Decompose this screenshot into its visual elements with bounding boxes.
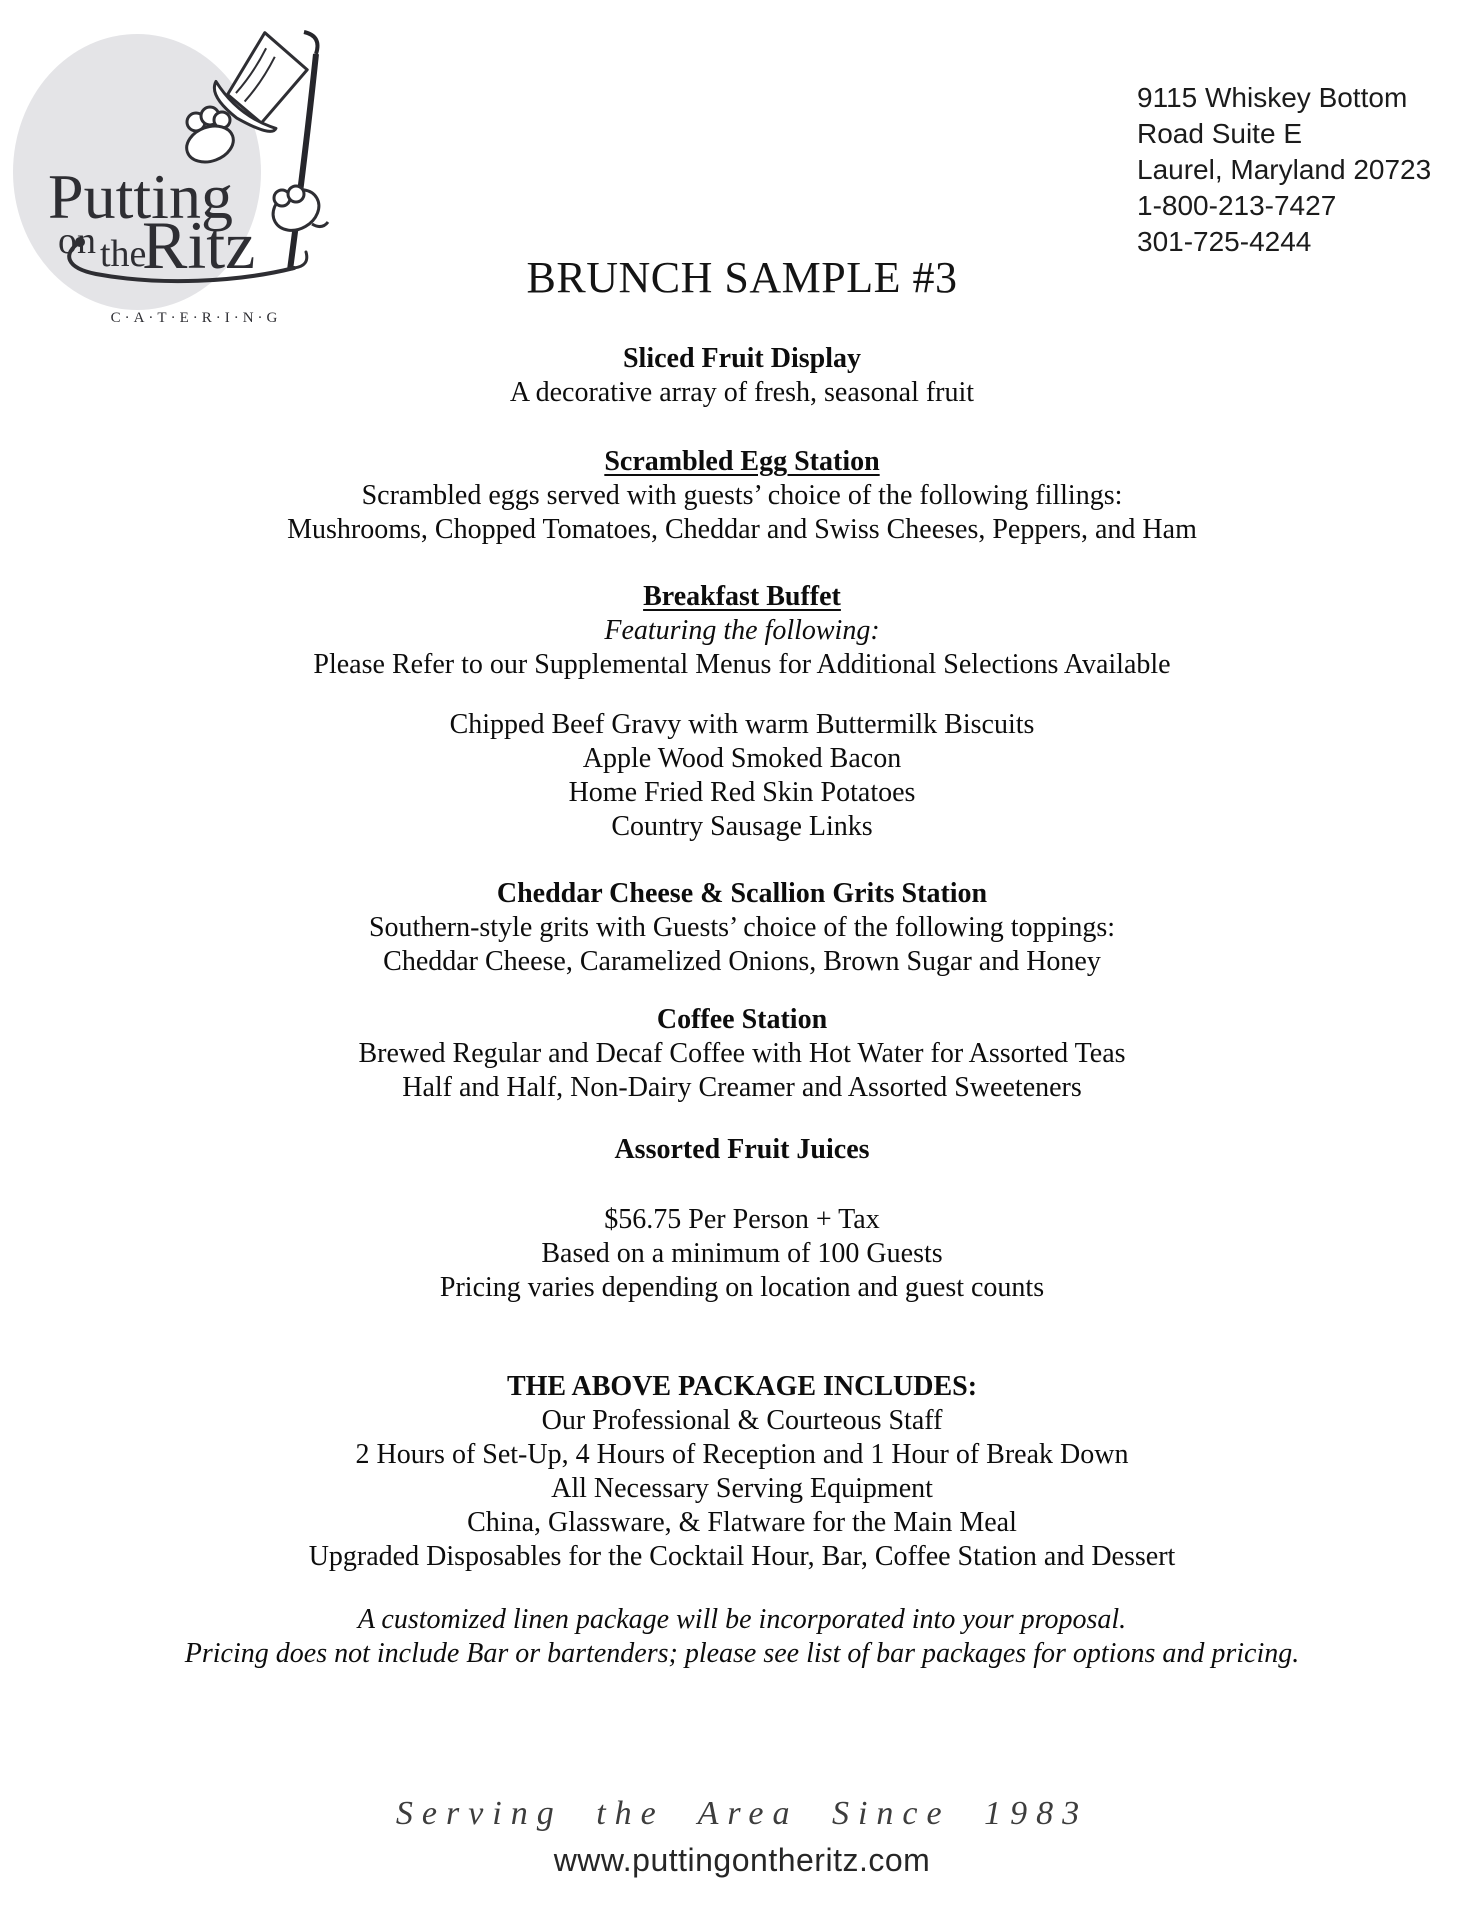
package-line: Upgraded Disposables for the Cocktail Hour, Bar, Coffee Station and Dessert [308, 1541, 1176, 1572]
package-line: 2 Hours of Set-Up, 4 Hours of Reception and 1 Hour of Break Down [355, 1439, 1129, 1470]
address-line: Laurel, Maryland 20723 [1137, 154, 1432, 185]
footer-website: www.puttingontheritz.com [553, 1842, 931, 1878]
package-heading: THE ABOVE PACKAGE INCLUDES: [506, 1371, 978, 1402]
section-heading: Assorted Fruit Juices [614, 1134, 870, 1165]
section-scrambled-egg-station [0, 445, 1484, 547]
menu-line: Half and Half, Non-Dairy Creamer and Assorted Sweeteners [402, 1072, 1082, 1103]
address-line: Road Suite E [1137, 118, 1302, 149]
package-line: Our Professional & Courteous Staff [541, 1405, 943, 1436]
logo-word-the: the [100, 233, 147, 275]
menu-line: Please Refer to our Supplemental Menus for Additional Selections Available [313, 649, 1171, 680]
section-heading: Coffee Station [656, 1004, 828, 1035]
section-heading: Cheddar Cheese & Scallion Grits Station [496, 878, 988, 909]
pricing-block [0, 1203, 1484, 1305]
section-assorted-fruit-juices [0, 1133, 1484, 1167]
menu-item: Chipped Beef Gravy with warm Buttermilk Biscuits [449, 709, 1035, 740]
logo-word-on: on [58, 220, 96, 262]
phone-local: 301-725-4244 [1137, 226, 1312, 257]
section-heading: Breakfast Buffet [643, 581, 841, 612]
section-heading: Sliced Fruit Display [622, 343, 861, 374]
menu-line: Southern-style grits with Guests’ choice of the following toppings: [368, 912, 1116, 943]
package-includes-block [0, 1370, 1484, 1574]
minimum-guests: Based on a minimum of 100 Guests [541, 1238, 943, 1269]
note-line: A customized linen package will be incorporated into your proposal. [357, 1604, 1127, 1635]
footer-tagline: Serving the Area Since 1983 [395, 1795, 1089, 1832]
menu-line: Scrambled eggs served with guests’ choice of the following fillings: [361, 480, 1123, 511]
menu-item: Apple Wood Smoked Bacon [582, 743, 902, 774]
fine-print-notes [0, 1603, 1484, 1671]
section-sliced-fruit-display [0, 342, 1484, 410]
section-subheading: Featuring the following: [604, 615, 880, 646]
menu-item: Home Fried Red Skin Potatoes [568, 777, 916, 808]
address-line: 9115 Whiskey Bottom [1137, 82, 1408, 113]
section-heading: Scrambled Egg Station [604, 446, 880, 477]
menu-item: Country Sausage Links [611, 811, 873, 842]
logo-word-ritz: Ritz [142, 207, 256, 283]
package-line: All Necessary Serving Equipment [551, 1473, 933, 1504]
logo-tagline-catering: C·A·T·E·R·I·N·G [110, 310, 282, 326]
phone-tollfree: 1-800-213-7427 [1137, 190, 1337, 221]
menu-line: A decorative array of fresh, seasonal fruit [509, 377, 975, 408]
package-line: China, Glassware, & Flatware for the Main Meal [467, 1507, 1017, 1538]
page-title: BRUNCH SAMPLE #3 [526, 253, 958, 302]
price-per-person: $56.75 Per Person + Tax [604, 1204, 880, 1235]
logo-word-putting: Putting [48, 161, 233, 232]
section-breakfast-buffet [0, 580, 1484, 844]
section-coffee-station [0, 1003, 1484, 1105]
pricing-note: Pricing varies depending on location and guest counts [439, 1272, 1045, 1303]
menu-line: Mushrooms, Chopped Tomatoes, Cheddar and Swiss Cheeses, Peppers, and Ham [287, 514, 1197, 545]
menu-line: Cheddar Cheese, Caramelized Onions, Brown Sugar and Honey [383, 946, 1101, 977]
section-grits-station [0, 877, 1484, 979]
footer [0, 1791, 1484, 1883]
buffet-items [0, 708, 1484, 844]
menu-line: Brewed Regular and Decaf Coffee with Hot Water for Assorted Teas [358, 1038, 1126, 1069]
note-line: Pricing does not include Bar or bartenders; please see list of bar packages for options and pricing. [184, 1638, 1300, 1669]
